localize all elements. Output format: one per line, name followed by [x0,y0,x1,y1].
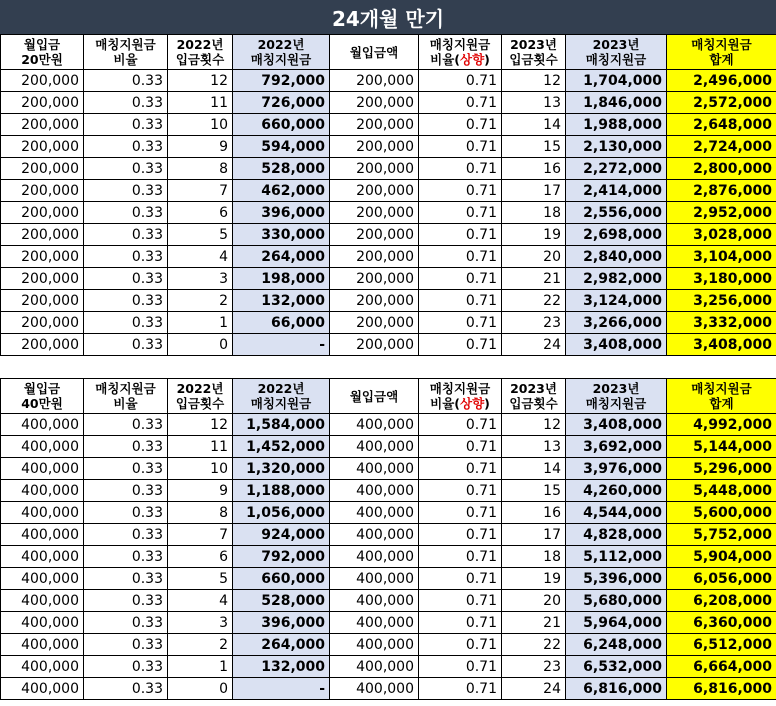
table-row [1,656,776,678]
table-row [1,502,776,524]
cell-total[interactable]: 3,408,000 [667,334,776,356]
cell-monthly[interactable]: 200,000 [1,290,84,312]
cell-match-ratio[interactable]: 0.33 [84,546,168,568]
cell-match-ratio-up[interactable]: 0.71 [419,502,502,524]
cell-2022-match[interactable]: 792,000 [233,546,330,568]
cell-total[interactable]: 5,904,000 [667,546,776,568]
cell-2023-match[interactable]: 4,544,000 [566,502,667,524]
cell-match-ratio-up[interactable]: 0.71 [419,656,502,678]
table-row [1,334,776,356]
cell-monthly[interactable]: 400,000 [1,502,84,524]
cell-2022-count[interactable]: 4 [168,246,233,268]
cell-deposit[interactable]: 400,000 [330,568,419,590]
cell-2022-match[interactable]: 396,000 [233,612,330,634]
cell-match-ratio-up[interactable]: 0.71 [419,634,502,656]
table-row [1,202,776,224]
cell-match-ratio[interactable]: 0.33 [84,246,168,268]
cell-monthly[interactable]: 200,000 [1,114,84,136]
cell-match-ratio[interactable]: 0.33 [84,334,168,356]
cell-deposit[interactable]: 200,000 [330,312,419,334]
cell-match-ratio[interactable]: 0.33 [84,656,168,678]
cell-2022-match[interactable]: 396,000 [233,202,330,224]
header-total: 매칭지원금 합계 [667,379,776,414]
cell-2023-count[interactable]: 14 [502,114,566,136]
cell-2023-count[interactable]: 22 [502,290,566,312]
cell-monthly[interactable]: 400,000 [1,590,84,612]
cell-match-ratio-up[interactable]: 0.71 [419,612,502,634]
cell-2023-count[interactable]: 16 [502,502,566,524]
cell-deposit[interactable]: 400,000 [330,590,419,612]
cell-total[interactable]: 6,360,000 [667,612,776,634]
header-match-ratio: 매칭지원금 비율 [84,35,168,70]
cell-monthly[interactable]: 200,000 [1,312,84,334]
cell-deposit[interactable]: 400,000 [330,458,419,480]
cell-monthly[interactable]: 200,000 [1,180,84,202]
cell-match-ratio-up[interactable]: 0.71 [419,312,502,334]
cell-match-ratio[interactable]: 0.33 [84,202,168,224]
cell-2022-match[interactable]: 264,000 [233,634,330,656]
cell-2022-match[interactable]: 264,000 [233,246,330,268]
cell-match-ratio[interactable]: 0.33 [84,678,168,700]
cell-match-ratio-up[interactable]: 0.71 [419,414,502,436]
header-2022-match: 2022년 매칭지원금 [233,35,330,70]
cell-2023-match[interactable]: 5,680,000 [566,590,667,612]
header-total: 매칭지원금 합계 [667,35,776,70]
cell-2022-match[interactable]: 660,000 [233,568,330,590]
cell-monthly[interactable]: 400,000 [1,678,84,700]
cell-2023-match[interactable]: 2,698,000 [566,224,667,246]
cell-monthly[interactable]: 200,000 [1,246,84,268]
table-row [1,114,776,136]
cell-total[interactable]: 6,664,000 [667,656,776,678]
cell-total[interactable]: 3,180,000 [667,268,776,290]
cell-2023-match[interactable]: 2,840,000 [566,246,667,268]
cell-2022-match[interactable]: 594,000 [233,136,330,158]
cell-match-ratio[interactable]: 0.33 [84,92,168,114]
cell-match-ratio-up[interactable]: 0.71 [419,114,502,136]
cell-2023-match[interactable]: 4,260,000 [566,480,667,502]
cell-2023-match[interactable]: 5,112,000 [566,546,667,568]
cell-match-ratio[interactable]: 0.33 [84,70,168,92]
cell-2022-count[interactable]: 10 [168,458,233,480]
table-row [1,246,776,268]
header-2023-match: 2023년 매칭지원금 [566,35,667,70]
cell-2022-count[interactable]: 3 [168,268,233,290]
cell-match-ratio-up[interactable]: 0.71 [419,480,502,502]
cell-match-ratio-up[interactable]: 0.71 [419,568,502,590]
header-2022-count: 2022년 입금횟수 [168,35,233,70]
cell-match-ratio[interactable]: 0.33 [84,524,168,546]
cell-2022-count[interactable]: 1 [168,656,233,678]
cell-total[interactable]: 2,876,000 [667,180,776,202]
cell-2023-match[interactable]: 2,556,000 [566,202,667,224]
cell-2022-count[interactable]: 9 [168,480,233,502]
cell-deposit[interactable]: 400,000 [330,524,419,546]
table-row [1,634,776,656]
cell-monthly[interactable]: 200,000 [1,136,84,158]
header-match-ratio-up: 매칭지원금 비율(상향) [419,35,502,70]
cell-match-ratio[interactable]: 0.33 [84,590,168,612]
table-row [1,224,776,246]
cell-match-ratio[interactable]: 0.33 [84,290,168,312]
cell-match-ratio[interactable]: 0.33 [84,436,168,458]
cell-deposit[interactable]: 200,000 [330,158,419,180]
cell-2023-match[interactable]: 3,408,000 [566,334,667,356]
cell-2022-match[interactable]: - [233,334,330,356]
cell-2022-count[interactable]: 0 [168,334,233,356]
cell-2023-count[interactable]: 20 [502,246,566,268]
cell-match-ratio-up[interactable]: 0.71 [419,136,502,158]
table-row [1,568,776,590]
cell-match-ratio-up[interactable]: 0.71 [419,436,502,458]
cell-monthly[interactable]: 400,000 [1,546,84,568]
cell-total[interactable]: 3,028,000 [667,224,776,246]
cell-2023-count[interactable]: 20 [502,590,566,612]
cell-2022-match[interactable]: 132,000 [233,656,330,678]
cell-match-ratio-up[interactable]: 0.71 [419,678,502,700]
cell-2022-match[interactable]: 66,000 [233,312,330,334]
cell-deposit[interactable]: 400,000 [330,656,419,678]
cell-2022-match[interactable]: 792,000 [233,70,330,92]
cell-2022-count[interactable]: 5 [168,224,233,246]
table-20man [0,34,776,356]
cell-2022-match[interactable]: 660,000 [233,114,330,136]
cell-match-ratio[interactable]: 0.33 [84,414,168,436]
cell-2023-count[interactable]: 13 [502,436,566,458]
cell-total[interactable]: 6,208,000 [667,590,776,612]
cell-total[interactable]: 2,800,000 [667,158,776,180]
cell-2023-match[interactable]: 2,414,000 [566,180,667,202]
table-row [1,678,776,700]
table-row [1,136,776,158]
cell-2023-count[interactable]: 15 [502,480,566,502]
cell-2022-match[interactable]: 1,188,000 [233,480,330,502]
cell-deposit[interactable]: 400,000 [330,480,419,502]
cell-2023-match[interactable]: 5,964,000 [566,612,667,634]
cell-2022-count[interactable]: 12 [168,70,233,92]
cell-match-ratio-up[interactable]: 0.71 [419,180,502,202]
cell-2023-count[interactable]: 14 [502,458,566,480]
cell-match-ratio[interactable]: 0.33 [84,458,168,480]
table-row [1,158,776,180]
cell-2022-count[interactable]: 10 [168,114,233,136]
cell-match-ratio-up[interactable]: 0.71 [419,590,502,612]
cell-2023-count[interactable]: 21 [502,268,566,290]
cell-match-ratio[interactable]: 0.33 [84,312,168,334]
cell-match-ratio[interactable]: 0.33 [84,136,168,158]
cell-match-ratio-up[interactable]: 0.71 [419,268,502,290]
table-40man [0,378,776,700]
table-row [1,524,776,546]
cell-2023-count[interactable]: 15 [502,136,566,158]
cell-match-ratio-up[interactable]: 0.71 [419,158,502,180]
cell-deposit[interactable]: 400,000 [330,612,419,634]
header-match-ratio: 매칭지원금 비율 [84,379,168,414]
cell-monthly[interactable]: 400,000 [1,436,84,458]
cell-monthly[interactable]: 400,000 [1,634,84,656]
cell-total[interactable]: 2,496,000 [667,70,776,92]
cell-2023-count[interactable]: 19 [502,568,566,590]
cell-match-ratio[interactable]: 0.33 [84,158,168,180]
table-row [1,414,776,436]
cell-2022-count[interactable]: 7 [168,180,233,202]
cell-2022-match[interactable]: 462,000 [233,180,330,202]
cell-2023-match[interactable]: 2,272,000 [566,158,667,180]
table-row [1,480,776,502]
cell-match-ratio-up[interactable]: 0.71 [419,546,502,568]
header-2023-count: 2023년 입금횟수 [502,35,566,70]
cell-match-ratio[interactable]: 0.33 [84,114,168,136]
table-row [1,546,776,568]
cell-total[interactable]: 5,752,000 [667,524,776,546]
cell-2022-match[interactable]: - [233,678,330,700]
cell-total[interactable]: 2,572,000 [667,92,776,114]
cell-match-ratio[interactable]: 0.33 [84,634,168,656]
cell-2023-match[interactable]: 3,692,000 [566,436,667,458]
cell-match-ratio-up[interactable]: 0.71 [419,246,502,268]
cell-2022-count[interactable]: 1 [168,312,233,334]
cell-2023-count[interactable]: 23 [502,656,566,678]
cell-deposit[interactable]: 200,000 [330,180,419,202]
header-2022-match: 2022년 매칭지원금 [233,379,330,414]
table-row [1,268,776,290]
table-row [1,458,776,480]
cell-2022-match[interactable]: 1,584,000 [233,414,330,436]
cell-match-ratio[interactable]: 0.33 [84,502,168,524]
cell-monthly[interactable]: 400,000 [1,524,84,546]
cell-2023-count[interactable]: 22 [502,634,566,656]
cell-2023-count[interactable]: 18 [502,546,566,568]
cell-2022-count[interactable]: 7 [168,524,233,546]
cell-deposit[interactable]: 200,000 [330,334,419,356]
cell-total[interactable]: 6,816,000 [667,678,776,700]
cell-2022-match[interactable]: 726,000 [233,92,330,114]
cell-2023-match[interactable]: 3,266,000 [566,312,667,334]
cell-2022-count[interactable]: 2 [168,634,233,656]
cell-2022-count[interactable]: 11 [168,92,233,114]
cell-deposit[interactable]: 200,000 [330,70,419,92]
cell-2022-count[interactable]: 3 [168,612,233,634]
cell-2022-count[interactable]: 11 [168,436,233,458]
cell-2022-match[interactable]: 132,000 [233,290,330,312]
cell-2022-count[interactable]: 8 [168,502,233,524]
cell-total[interactable]: 2,952,000 [667,202,776,224]
cell-deposit[interactable]: 200,000 [330,114,419,136]
cell-2022-count[interactable]: 12 [168,414,233,436]
cell-2023-count[interactable]: 13 [502,92,566,114]
cell-deposit[interactable]: 400,000 [330,436,419,458]
cell-2023-match[interactable]: 1,704,000 [566,70,667,92]
cell-total[interactable]: 5,144,000 [667,436,776,458]
cell-monthly[interactable]: 200,000 [1,334,84,356]
cell-monthly[interactable]: 200,000 [1,158,84,180]
table-row [1,436,776,458]
cell-monthly[interactable]: 400,000 [1,414,84,436]
cell-total[interactable]: 2,724,000 [667,136,776,158]
cell-2022-count[interactable]: 6 [168,202,233,224]
cell-match-ratio-up[interactable]: 0.71 [419,224,502,246]
cell-match-ratio[interactable]: 0.33 [84,180,168,202]
header-deposit: 월입금액 [330,379,419,414]
cell-total[interactable]: 5,448,000 [667,480,776,502]
cell-total[interactable]: 5,296,000 [667,458,776,480]
cell-deposit[interactable]: 400,000 [330,502,419,524]
cell-2022-count[interactable]: 6 [168,546,233,568]
cell-2022-match[interactable]: 198,000 [233,268,330,290]
header-2023-match: 2023년 매칭지원금 [566,379,667,414]
header-match-ratio-up: 매칭지원금 비율(상향) [419,379,502,414]
cell-2023-count[interactable]: 12 [502,70,566,92]
cell-deposit[interactable]: 200,000 [330,290,419,312]
cell-2022-count[interactable]: 5 [168,568,233,590]
cell-2022-count[interactable]: 9 [168,136,233,158]
cell-2023-match[interactable]: 1,988,000 [566,114,667,136]
header-row [1,35,776,70]
cell-2022-match[interactable]: 1,056,000 [233,502,330,524]
cell-2022-match[interactable]: 528,000 [233,590,330,612]
table-row [1,290,776,312]
cell-2022-count[interactable]: 4 [168,590,233,612]
cell-2023-count[interactable]: 19 [502,224,566,246]
sheet-title: 24개월 만기 [0,0,776,35]
table-row [1,92,776,114]
cell-2022-match[interactable]: 1,320,000 [233,458,330,480]
cell-2022-count[interactable]: 2 [168,290,233,312]
cell-match-ratio-up[interactable]: 0.71 [419,202,502,224]
cell-match-ratio[interactable]: 0.33 [84,612,168,634]
cell-2023-count[interactable]: 17 [502,180,566,202]
cell-match-ratio-up[interactable]: 0.71 [419,70,502,92]
cell-total[interactable]: 2,648,000 [667,114,776,136]
cell-2023-match[interactable]: 6,248,000 [566,634,667,656]
cell-deposit[interactable]: 200,000 [330,92,419,114]
cell-2023-count[interactable]: 16 [502,158,566,180]
cell-monthly[interactable]: 400,000 [1,568,84,590]
cell-monthly[interactable]: 400,000 [1,656,84,678]
cell-deposit[interactable]: 200,000 [330,136,419,158]
cell-match-ratio[interactable]: 0.33 [84,568,168,590]
cell-2022-count[interactable]: 8 [168,158,233,180]
cell-2023-match[interactable]: 2,130,000 [566,136,667,158]
cell-2023-match[interactable]: 2,982,000 [566,268,667,290]
cell-2023-count[interactable]: 23 [502,312,566,334]
header-deposit: 월입금액 [330,35,419,70]
cell-2022-match[interactable]: 528,000 [233,158,330,180]
cell-2023-count[interactable]: 12 [502,414,566,436]
cell-2023-match[interactable]: 3,976,000 [566,458,667,480]
cell-monthly[interactable]: 400,000 [1,480,84,502]
cell-monthly[interactable]: 400,000 [1,612,84,634]
cell-monthly[interactable]: 400,000 [1,458,84,480]
table-row [1,612,776,634]
cell-total[interactable]: 4,992,000 [667,414,776,436]
cell-total[interactable]: 3,256,000 [667,290,776,312]
cell-2023-match[interactable]: 6,816,000 [566,678,667,700]
cell-deposit[interactable]: 200,000 [330,224,419,246]
cell-total[interactable]: 6,056,000 [667,568,776,590]
cell-deposit[interactable]: 400,000 [330,678,419,700]
table-row [1,180,776,202]
cell-2023-count[interactable]: 24 [502,334,566,356]
cell-match-ratio-up[interactable]: 0.71 [419,334,502,356]
cell-2023-count[interactable]: 17 [502,524,566,546]
cell-2022-count[interactable]: 0 [168,678,233,700]
cell-2023-count[interactable]: 18 [502,202,566,224]
cell-deposit[interactable]: 200,000 [330,246,419,268]
cell-total[interactable]: 5,600,000 [667,502,776,524]
cell-2022-match[interactable]: 1,452,000 [233,436,330,458]
cell-2023-count[interactable]: 21 [502,612,566,634]
cell-2023-match[interactable]: 1,846,000 [566,92,667,114]
cell-total[interactable]: 3,104,000 [667,246,776,268]
cell-monthly[interactable]: 200,000 [1,224,84,246]
cell-total[interactable]: 6,512,000 [667,634,776,656]
cell-deposit[interactable]: 200,000 [330,268,419,290]
header-monthly: 월입금 40만원 [1,379,84,414]
cell-2023-count[interactable]: 24 [502,678,566,700]
table-row [1,70,776,92]
cell-2022-match[interactable]: 924,000 [233,524,330,546]
cell-2023-match[interactable]: 4,828,000 [566,524,667,546]
cell-match-ratio-up[interactable]: 0.71 [419,524,502,546]
cell-match-ratio-up[interactable]: 0.71 [419,458,502,480]
cell-match-ratio[interactable]: 0.33 [84,268,168,290]
cell-monthly[interactable]: 200,000 [1,268,84,290]
cell-total[interactable]: 3,332,000 [667,312,776,334]
cell-2023-match[interactable]: 5,396,000 [566,568,667,590]
cell-deposit[interactable]: 400,000 [330,414,419,436]
cell-monthly[interactable]: 200,000 [1,92,84,114]
cell-2022-match[interactable]: 330,000 [233,224,330,246]
cell-2023-match[interactable]: 6,532,000 [566,656,667,678]
cell-match-ratio-up[interactable]: 0.71 [419,290,502,312]
table-row [1,312,776,334]
cell-match-ratio-up[interactable]: 0.71 [419,92,502,114]
cell-monthly[interactable]: 200,000 [1,70,84,92]
cell-deposit[interactable]: 400,000 [330,546,419,568]
cell-deposit[interactable]: 200,000 [330,202,419,224]
cell-2023-match[interactable]: 3,408,000 [566,414,667,436]
table-row [1,590,776,612]
cell-match-ratio[interactable]: 0.33 [84,224,168,246]
header-2023-count: 2023년 입금횟수 [502,379,566,414]
cell-match-ratio[interactable]: 0.33 [84,480,168,502]
cell-monthly[interactable]: 200,000 [1,202,84,224]
header-row [1,379,776,414]
header-monthly: 월입금 20만원 [1,35,84,70]
cell-deposit[interactable]: 400,000 [330,634,419,656]
cell-2023-match[interactable]: 3,124,000 [566,290,667,312]
header-2022-count: 2022년 입금횟수 [168,379,233,414]
